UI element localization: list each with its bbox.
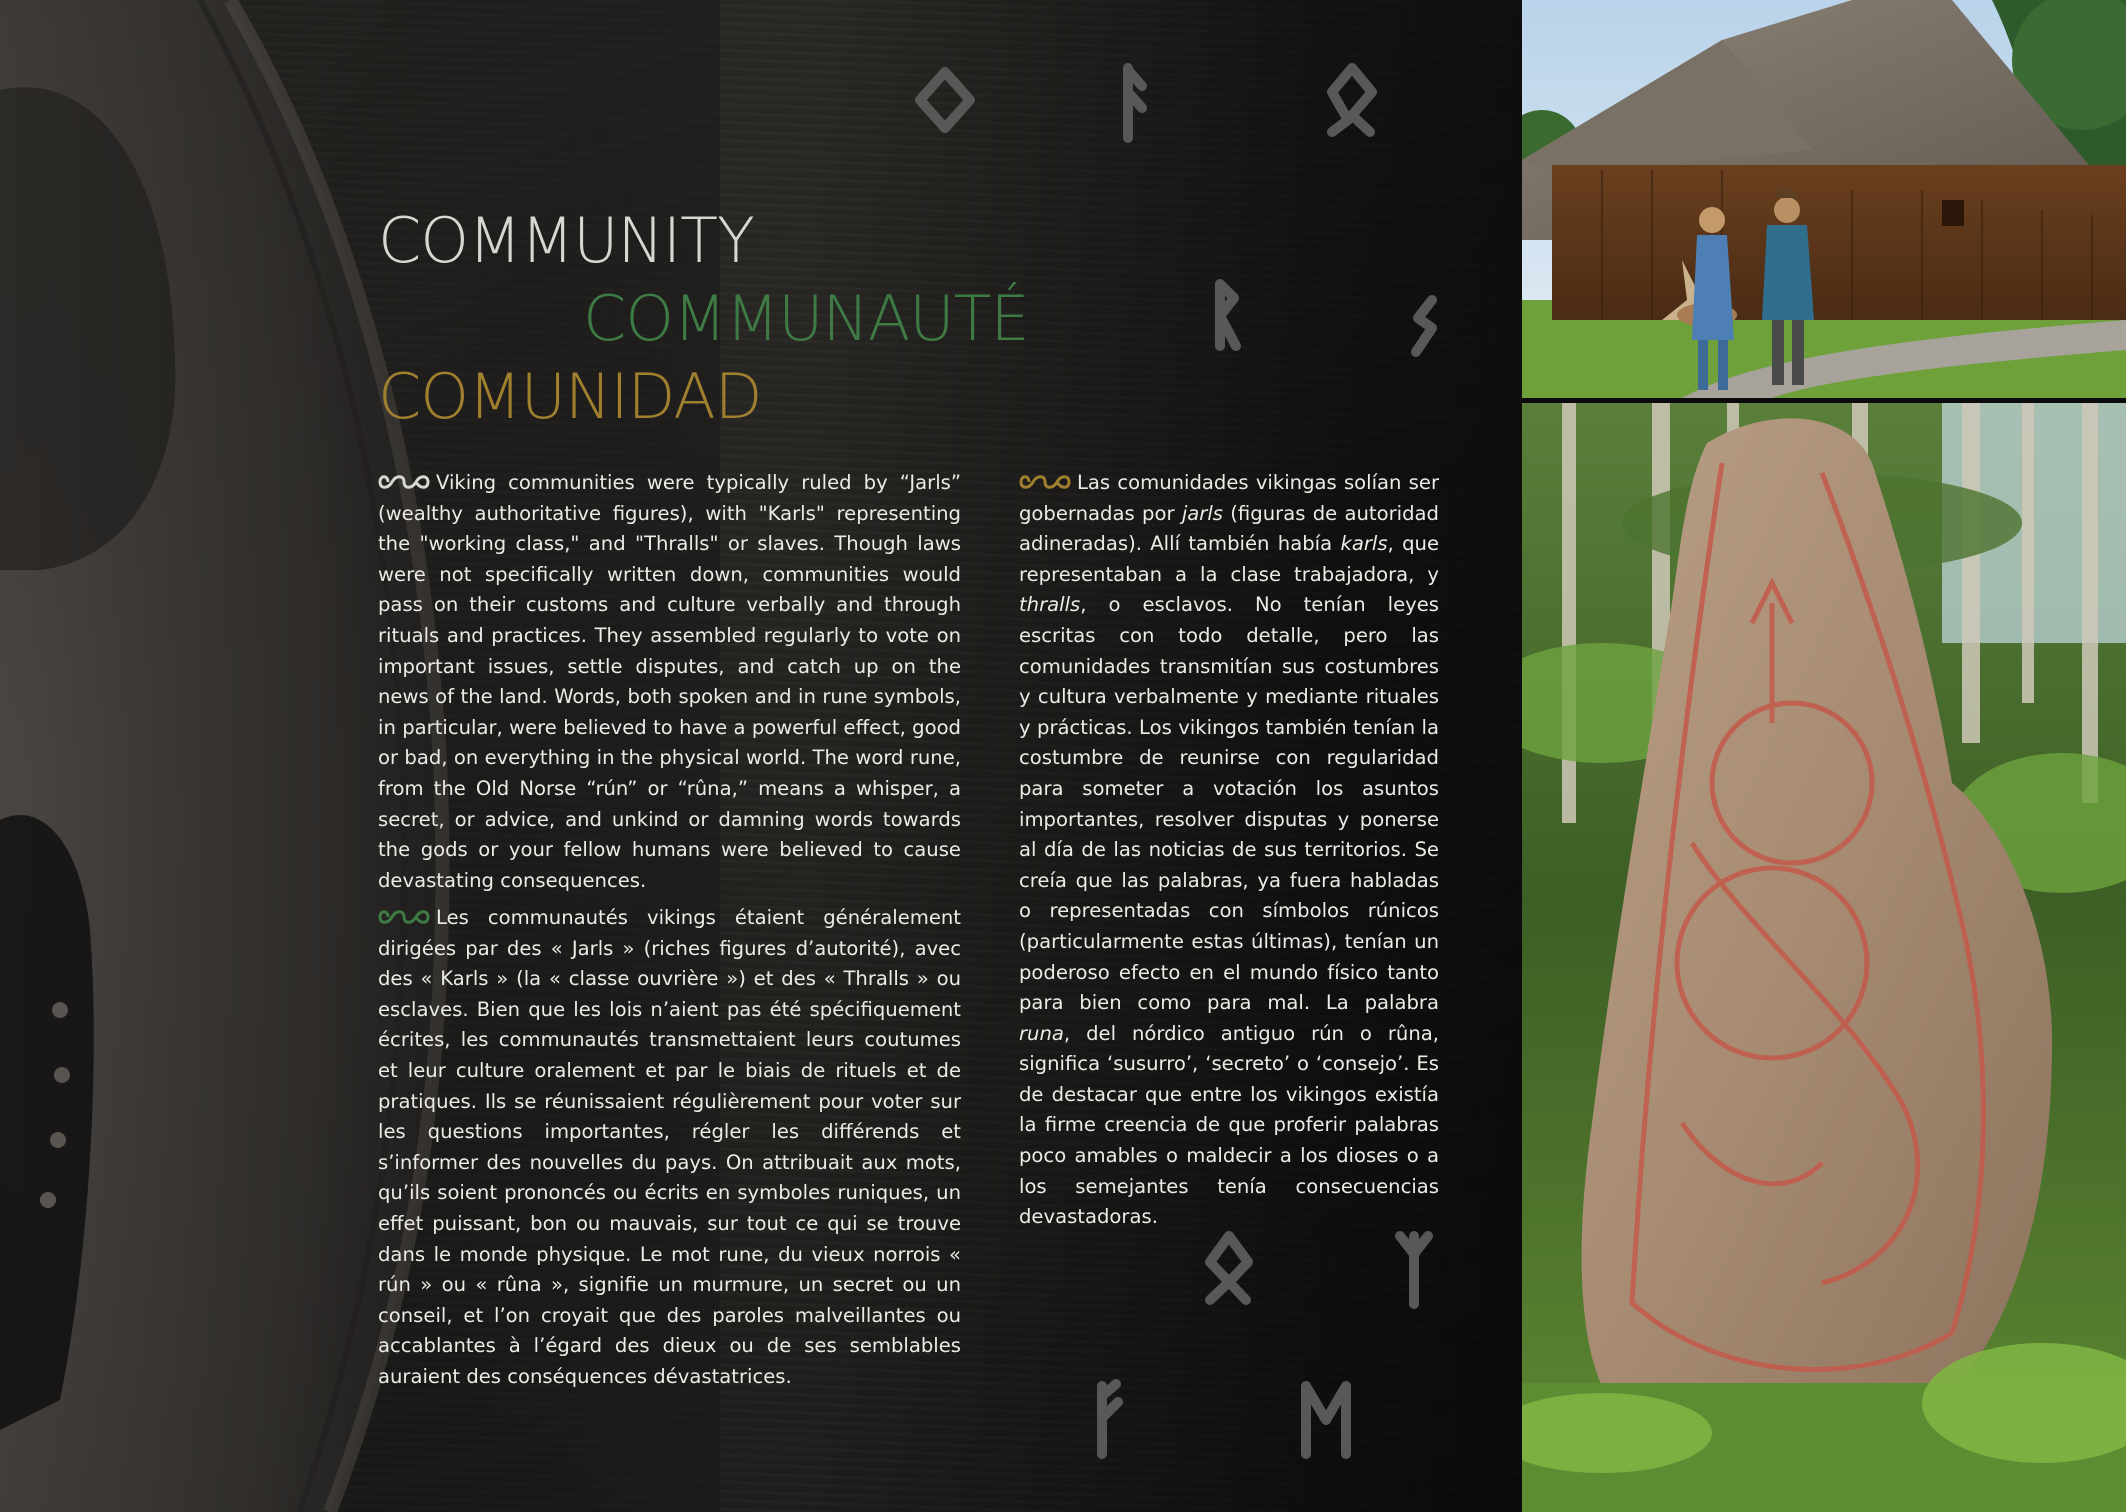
paragraph-spanish-run: , o esclavos. No tenían leyes escritas con todo detalle, pero las comunidades transmitían sus costumbres y cultura verbalmente y mediante rituales y prácticas. Los vikingos también tenían la costumbre de reunirse con regularidad para someter a votación los asuntos importantes, resolver disputas y ponerse al día de las noticias de sus territorios. Se creía que las palabras, ya fuera habladas o representadas con símbolos rúnicos (particularmente estas últimas), tenían un poderoso efecto en el mundo físico tanto para bien como para mal. La palabra (1019, 593, 1439, 1015)
paragraph-spanish-run: Las comunidades vikingas solían ser gobernadas por (1019, 471, 1439, 525)
paragraph-spanish (1019, 468, 1439, 1233)
infinity-loop-icon (378, 472, 430, 492)
ansuz-rune-icon-2 (1102, 1384, 1118, 1454)
longhouse-photo (1522, 0, 2126, 398)
paragraph-spanish-run: , que representaban a la clase trabajadora, y (1019, 532, 1440, 586)
heading-french: COMMUNAUTÉ (583, 282, 1029, 355)
sowilo-rune-icon (1416, 300, 1432, 352)
paragraph-spanish-run: runa (1019, 1021, 1064, 1045)
infinity-loop-icon (1019, 472, 1071, 492)
photo-column (1522, 0, 2126, 1512)
paragraph-spanish-run: jarls (1181, 501, 1223, 525)
paragraph-spanish-text (1019, 471, 1439, 1228)
othala-rune-icon-3 (1210, 1236, 1248, 1300)
raidho-rune-icon (1220, 284, 1236, 346)
heading-english: COMMUNITY (378, 204, 754, 277)
paragraph-english-text (378, 471, 961, 892)
infinity-loop-icon (378, 907, 430, 927)
paragraph-english-run: Viking communities were typically ruled by “Jarls” (wealthy authoritative figures), with "Karls" representing the "working class," and "Thralls" or slaves. Though laws were not specifically written down, communities would pass on their customs and culture verbally and through rituals and practices. They assembled regularly to vote on important issues, settle disputes, and catch up on the news of the land. Words, both spoken and in rune symbols, in particular, were believed to have a powerful effect, good or bad, on everything in the physical world. The word rune, from the Old Norse “rún” or “rûna,” means a whisper, a secret, or advice, and unkind or damning words towards the gods or your fellow humans were believed to cause devastating consequences. (378, 471, 961, 892)
runestone-photo (1522, 403, 2126, 1512)
algiz-rune-icon (1400, 1236, 1428, 1304)
othala-rune-icon-2 (1332, 68, 1372, 132)
paragraph-english (378, 468, 961, 896)
paragraph-spanish-run: thralls (1019, 593, 1081, 617)
othala-rune-icon (920, 72, 970, 128)
mannaz-rune-icon (1306, 1386, 1346, 1454)
ansuz-rune-icon (1128, 68, 1142, 138)
paragraph-spanish-run: (figuras de autoridad adineradas). Allí también había (1019, 501, 1439, 556)
heading-spanish: COMUNIDAD (378, 360, 762, 433)
paragraph-spanish-run: , del nórdico antiguo rún o rûna, significa ‘susurro’, ‘secreto’ o ‘consejo’. Es de destacar que entre los vikingos existía la firme creencia de que proferir palabras poco amables o maldecir a los dioses o a los semejantes tenía consecuencias devastadoras. (1019, 1021, 1439, 1229)
paragraph-spanish-run: karls (1340, 532, 1388, 556)
paragraph-french-run: Les communautés vikings étaient généralement dirigées par des « Jarls » (riches figures d’autorité), avec des « Karls » (la « classe ouvrière ») et des « Thralls » ou esclaves. Bien que les lois n’aient pas été spécifiquement écrites, les communautés transmettaient leurs coutumes et leur culture oralement et par le biais de rituels et de pratiques. Ils se réunissaient régulièrement pour voter sur les questions importantes, régler les différends et s’informer des nouvelles du pays. On attribuait aux mots, qu’ils soient prononcés ou écrits en symboles runiques, un effet puissant, bon ou mauvais, sur tout ce qui se trouve dans le monde physique. Le mot rune, du vieux norrois « rún » ou « rûna », signifie un murmure, un secret ou un conseil, et l’on croyait que des paroles malveillantes ou accablantes à l’égard des dieux ou de ses semblables auraient des conséquences dévastatrices. (378, 906, 961, 1388)
paragraph-french-text (378, 906, 961, 1388)
paragraph-french (378, 903, 961, 1393)
